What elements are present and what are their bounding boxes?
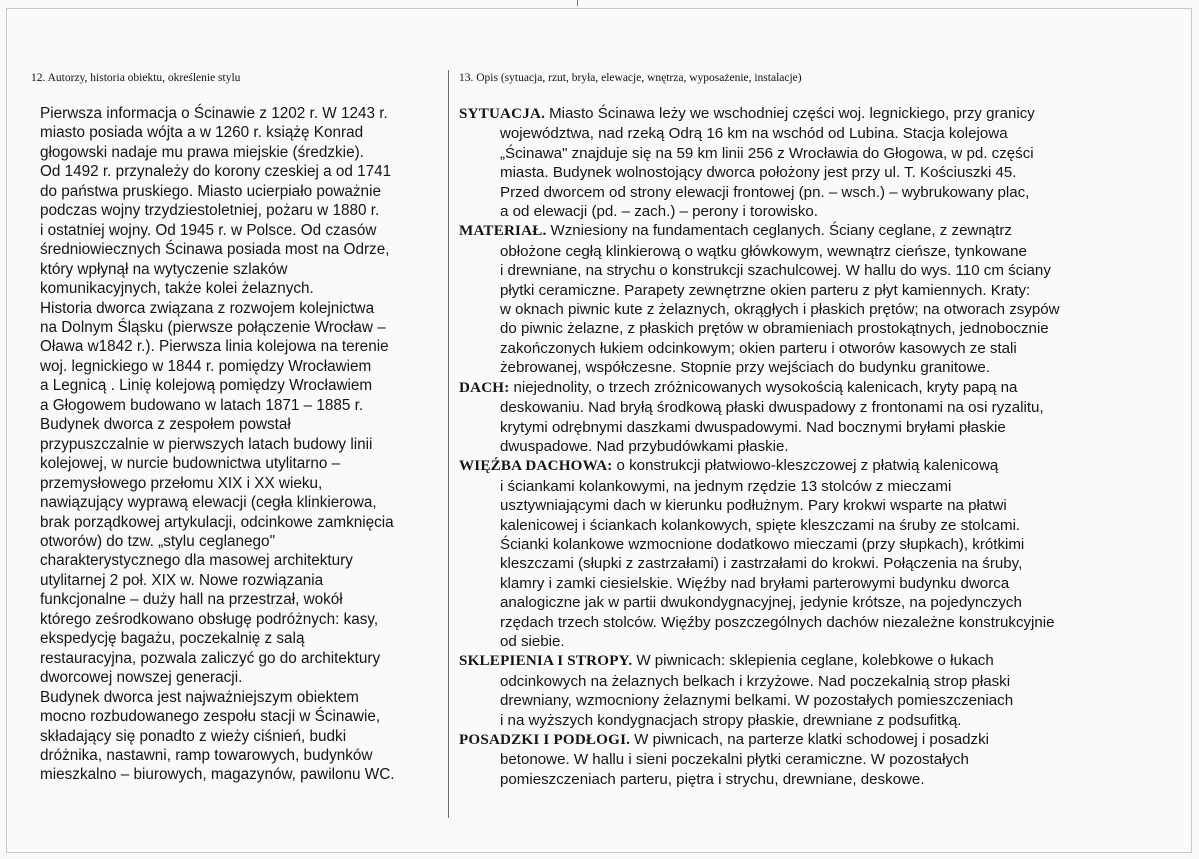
section-text: W piwnicach, na parterze klatki schodowej i posadzki [634, 731, 989, 748]
section-text: żebrowanej, współczesne. Stopnie przy wejściach do budynku granitowe. [500, 359, 990, 377]
description-line [459, 770, 1179, 789]
description-line [459, 730, 1179, 750]
section-text: o konstrukcji płatwiowo-kleszczowej z płatwią kalenicową [616, 457, 999, 475]
section-text: krytymi odrębnymi daszkami dwuspadowymi. Nad bocznymi bryłami płaskie [500, 418, 1006, 436]
history-line: mieszkalno – biurowych, magazynów, pawilonu WC. [40, 766, 395, 784]
section-text: drewniany, wzmocniony żelaznymi belkami. W pozostałych pomieszczeniach [500, 692, 1014, 710]
section-text: płytki ceramiczne. Parapety zewnętrzne okien parteru z płyt kamiennych. Kraty: [500, 281, 1031, 299]
description-line [459, 750, 1179, 769]
section-title: SKLEPIENIA I STROPY. [459, 653, 633, 670]
description-line [459, 711, 1179, 730]
scan-mark [577, 0, 578, 6]
description-line [459, 496, 1179, 515]
history-line: otworów) do tzw. „stylu ceglanego" [40, 532, 275, 550]
description-line [459, 398, 1179, 417]
description-line [459, 456, 1179, 476]
history-line: składający się ponadto z wieży ciśnień, budki [40, 727, 347, 745]
section-text: a od elewacji (pd. – zach.) – perony i torowisko. [500, 203, 818, 221]
description-line [459, 672, 1179, 691]
section-text: kleszczami (słupki z zastrzałami) i zastrzałami do krokwi. Połączenia na śruby, [500, 555, 1023, 573]
history-line: Od 1492 r. przynależy do korony czeskiej a od 1741 [40, 163, 392, 181]
history-line: który wpłynął na wytyczenie szlaków [40, 260, 288, 278]
section-title: POSADZKI I PODŁOGI. [459, 732, 631, 748]
history-line: na Dolnym Śląsku (pierwsze połączenie Wrocław – [40, 318, 386, 336]
section-text: obłożone cegłą klinkierową o wątku główkowym, wewnątrz cieńsze, tynkowane [500, 242, 1027, 260]
description-line [459, 104, 1179, 124]
section-text: dwuspadowe. Nad przybudówkami płaskie. [500, 437, 789, 455]
description-line [459, 574, 1179, 593]
section-title: WIĘŹBA DACHOWA: [459, 458, 613, 475]
description-line [459, 300, 1179, 319]
description-section [459, 730, 1179, 789]
section-text: kalenicowej i ściankach kolankowych, spięte kleszczami na śruby ze stolcami. [500, 516, 1021, 534]
section-text: odcinkowych na żelaznych belkach i krzyżowe. Nad poczekalnią strop płaski [500, 672, 1011, 690]
description-line [459, 319, 1179, 338]
history-line: mocno rozbudowanego zespołu stacji w Ścinawie, [40, 708, 381, 726]
history-line: dróżnika, nastawni, ramp towarowych, budynków [40, 746, 373, 764]
section-text: i drewniane, na strychu o konstrukcji szachulcowej. W hallu do wys. 110 cm ściany [500, 262, 1051, 280]
section-text: do piwnic żelazne, z płaskich prętów w obramieniach prostokątnych, jednobocznie [500, 320, 1049, 338]
history-line: utylitarnej 2 poł. XIX w. Nowe rozwiązania [40, 571, 324, 589]
section-text: i na wyższych kondygnacjach stropy płaskie, drewniane z podsufitką. [500, 711, 962, 729]
history-line: komunikacyjnych, także kolei żelaznych. [40, 280, 314, 298]
history-line: ekspedycję bagażu, poczekalnię z salą [40, 630, 305, 648]
history-text [40, 104, 440, 785]
section-text: analogiczne jak w partii dwukondygnacyjnej, jedynie krótsze, na pojedynczych [500, 594, 1022, 612]
description-line [459, 691, 1179, 710]
description-line [459, 632, 1179, 651]
history-line: a Głogowem budowano w latach 1871 – 1885 r. [40, 396, 364, 414]
history-line: do państwa pruskiego. Miasto ucierpiało poważnie [40, 182, 381, 200]
description-line [459, 378, 1179, 398]
history-line: przypuszczalnie w pierwszych latach budowy linii [40, 435, 373, 453]
description-line [459, 202, 1179, 221]
column-divider [448, 70, 449, 818]
description-section [459, 104, 1179, 221]
history-line: podczas wojny trzydziestoletniej, pożaru w 1880 r. [40, 202, 380, 220]
history-line: charakterystycznego dla masowej architektury [40, 552, 353, 570]
description-line [459, 477, 1179, 496]
description-line [459, 613, 1179, 632]
history-line: przemysłowego przełomu XIX i XX wieku, [40, 474, 323, 492]
section-text: deskowaniu. Nad bryłą środkową płaski dwuspadowy z frontonami na osi ryzalitu, [500, 399, 1044, 417]
history-line: Oława w1842 r.). Pierwsza linia kolejowa na terenie [40, 338, 389, 356]
description-line [459, 124, 1179, 143]
description-line [459, 358, 1179, 377]
history-line: kolejowej, w nurcie budownictwa utylitarno – [40, 455, 341, 473]
description-text [459, 104, 1179, 789]
section-text: zakończonych łukiem odcinkowym; okien parteru i otworów kasowych ze stali [500, 339, 1017, 357]
section-title: SYTUACJA. [459, 106, 546, 122]
history-line: nawiązujący wyprawą elewacji (cegła klinkierowa, [40, 494, 377, 512]
left-column-heading: 12. Autorzy, historia obiektu, określenie stylu [31, 72, 241, 84]
description-line [459, 144, 1179, 163]
description-line [459, 593, 1179, 612]
section-text: rzędach trzech stolców. Więźby poszczególnych dachów niezależne konstrukcyjnie [500, 613, 1055, 631]
description-line [459, 261, 1179, 280]
section-text: od siebie. [500, 632, 565, 650]
section-text: Przed dworcem od strony elewacji frontowej (pn. – wsch.) – wybrukowany plac, [500, 183, 1030, 201]
section-title: DACH: [459, 379, 510, 396]
section-text: i ściankami kolankowymi, na jednym rzędzie 13 stolców z mieczami [500, 477, 952, 495]
history-line: a Legnicą . Linię kolejową pomiędzy Wrocławiem [40, 377, 373, 395]
description-line [459, 281, 1179, 300]
history-line: średniowiecznych Ścinawa posiada most na Odrze, [40, 241, 390, 259]
history-line: Budynek dworca z zespołem powstał [40, 416, 291, 434]
description-line [459, 418, 1179, 437]
description-line [459, 535, 1179, 554]
section-text: niejednolity, o trzech zróżnicowanych wysokością kalenicach, kryty papą na [513, 378, 1018, 396]
description-line [459, 651, 1179, 671]
section-text: W piwnicach: sklepienia ceglane, kolebkowe o łukach [636, 652, 994, 670]
right-column-heading: 13. Opis (sytuacja, rzut, bryła, elewacje, wnętrza, wyposażenie, instalacje) [459, 72, 802, 84]
description-line [459, 221, 1179, 241]
history-line: i ostatniej wojny. Od 1945 r. w Polsce. Od czasów [40, 221, 377, 239]
section-text: betonowe. W hallu i sieni poczekalni płytki ceramiczne. W pozostałych [500, 751, 969, 769]
section-text: województwa, nad rzeką Odrą 16 km na wschód od Lubina. Stacja kolejowa [500, 125, 1008, 143]
description-section [459, 456, 1179, 651]
history-line: którego ześrodkowano obsługę podróżnych: kasy, [40, 610, 379, 628]
description-line [459, 163, 1179, 182]
description-line [459, 183, 1179, 202]
description-line [459, 242, 1179, 261]
history-line: dworcowej nowszej generacji. [40, 669, 243, 687]
history-line: Pierwsza informacja o Ścinawie z 1202 r. W 1243 r. [40, 105, 388, 122]
section-text: Miasto Ścinawa leży we wschodniej części woj. legnickiego, przy granicy [549, 105, 1035, 122]
description-section [459, 378, 1179, 457]
description-section [459, 651, 1179, 730]
history-line: woj. legnickiego w 1844 r. pomiędzy Wrocławiem [40, 357, 372, 375]
section-text: miasta. Budynek wolnostojący dworca położony jest przy ul. T. Kościuszki 45. [500, 164, 1017, 182]
section-text: pomieszczeniach parteru, piętra i strychu, drewniane, deskowe. [500, 770, 925, 788]
section-text: klamry i zamki ciesielskie. Więźby nad bryłami parterowymi budynku dworca [500, 574, 1010, 592]
history-line: brak porządkowej artykulacji, odcinkowe zamknięcia [40, 513, 394, 531]
section-text: „Ścinawa" znajduje się na 59 km linii 256 z Wrocławia do Głogowa, w pd. części [500, 144, 1034, 162]
history-line: miasto posiada wójta a w 1260 r. książę Konrad [40, 124, 364, 142]
history-line: głogowski nadaje mu prawa miejskie (średzkie). [40, 143, 364, 161]
history-line: Historia dworca związana z rozwojem kolejnictwa [40, 299, 375, 317]
description-line [459, 339, 1179, 358]
history-line: funkcjonalne – duży hall na przestrzał, wokół [40, 591, 343, 609]
description-line [459, 437, 1179, 456]
description-line [459, 554, 1179, 573]
history-line: Budynek dworca jest najważniejszym obiektem [40, 688, 359, 706]
section-title: MATERIAŁ. [459, 223, 547, 240]
section-text: usztywniającymi dach w kierunku podłużnym. Pary krokwi wsparte na płatwi [500, 497, 1007, 515]
section-text: Ścianki kolankowe wzmocnione dodatkowo mieczami (przy słupkach), krótkimi [500, 535, 1025, 553]
description-line [459, 516, 1179, 535]
section-text: Wzniesiony na fundamentach ceglanych. Ściany ceglane, z zewnątrz [550, 222, 1012, 240]
history-line: restauracyjna, pozwala zaliczyć go do architektury [40, 649, 381, 667]
section-text: w oknach piwnic kute z żelaznych, okrągłych i płaskich prętów; na otworach zsypów [500, 301, 1060, 319]
description-section [459, 221, 1179, 377]
